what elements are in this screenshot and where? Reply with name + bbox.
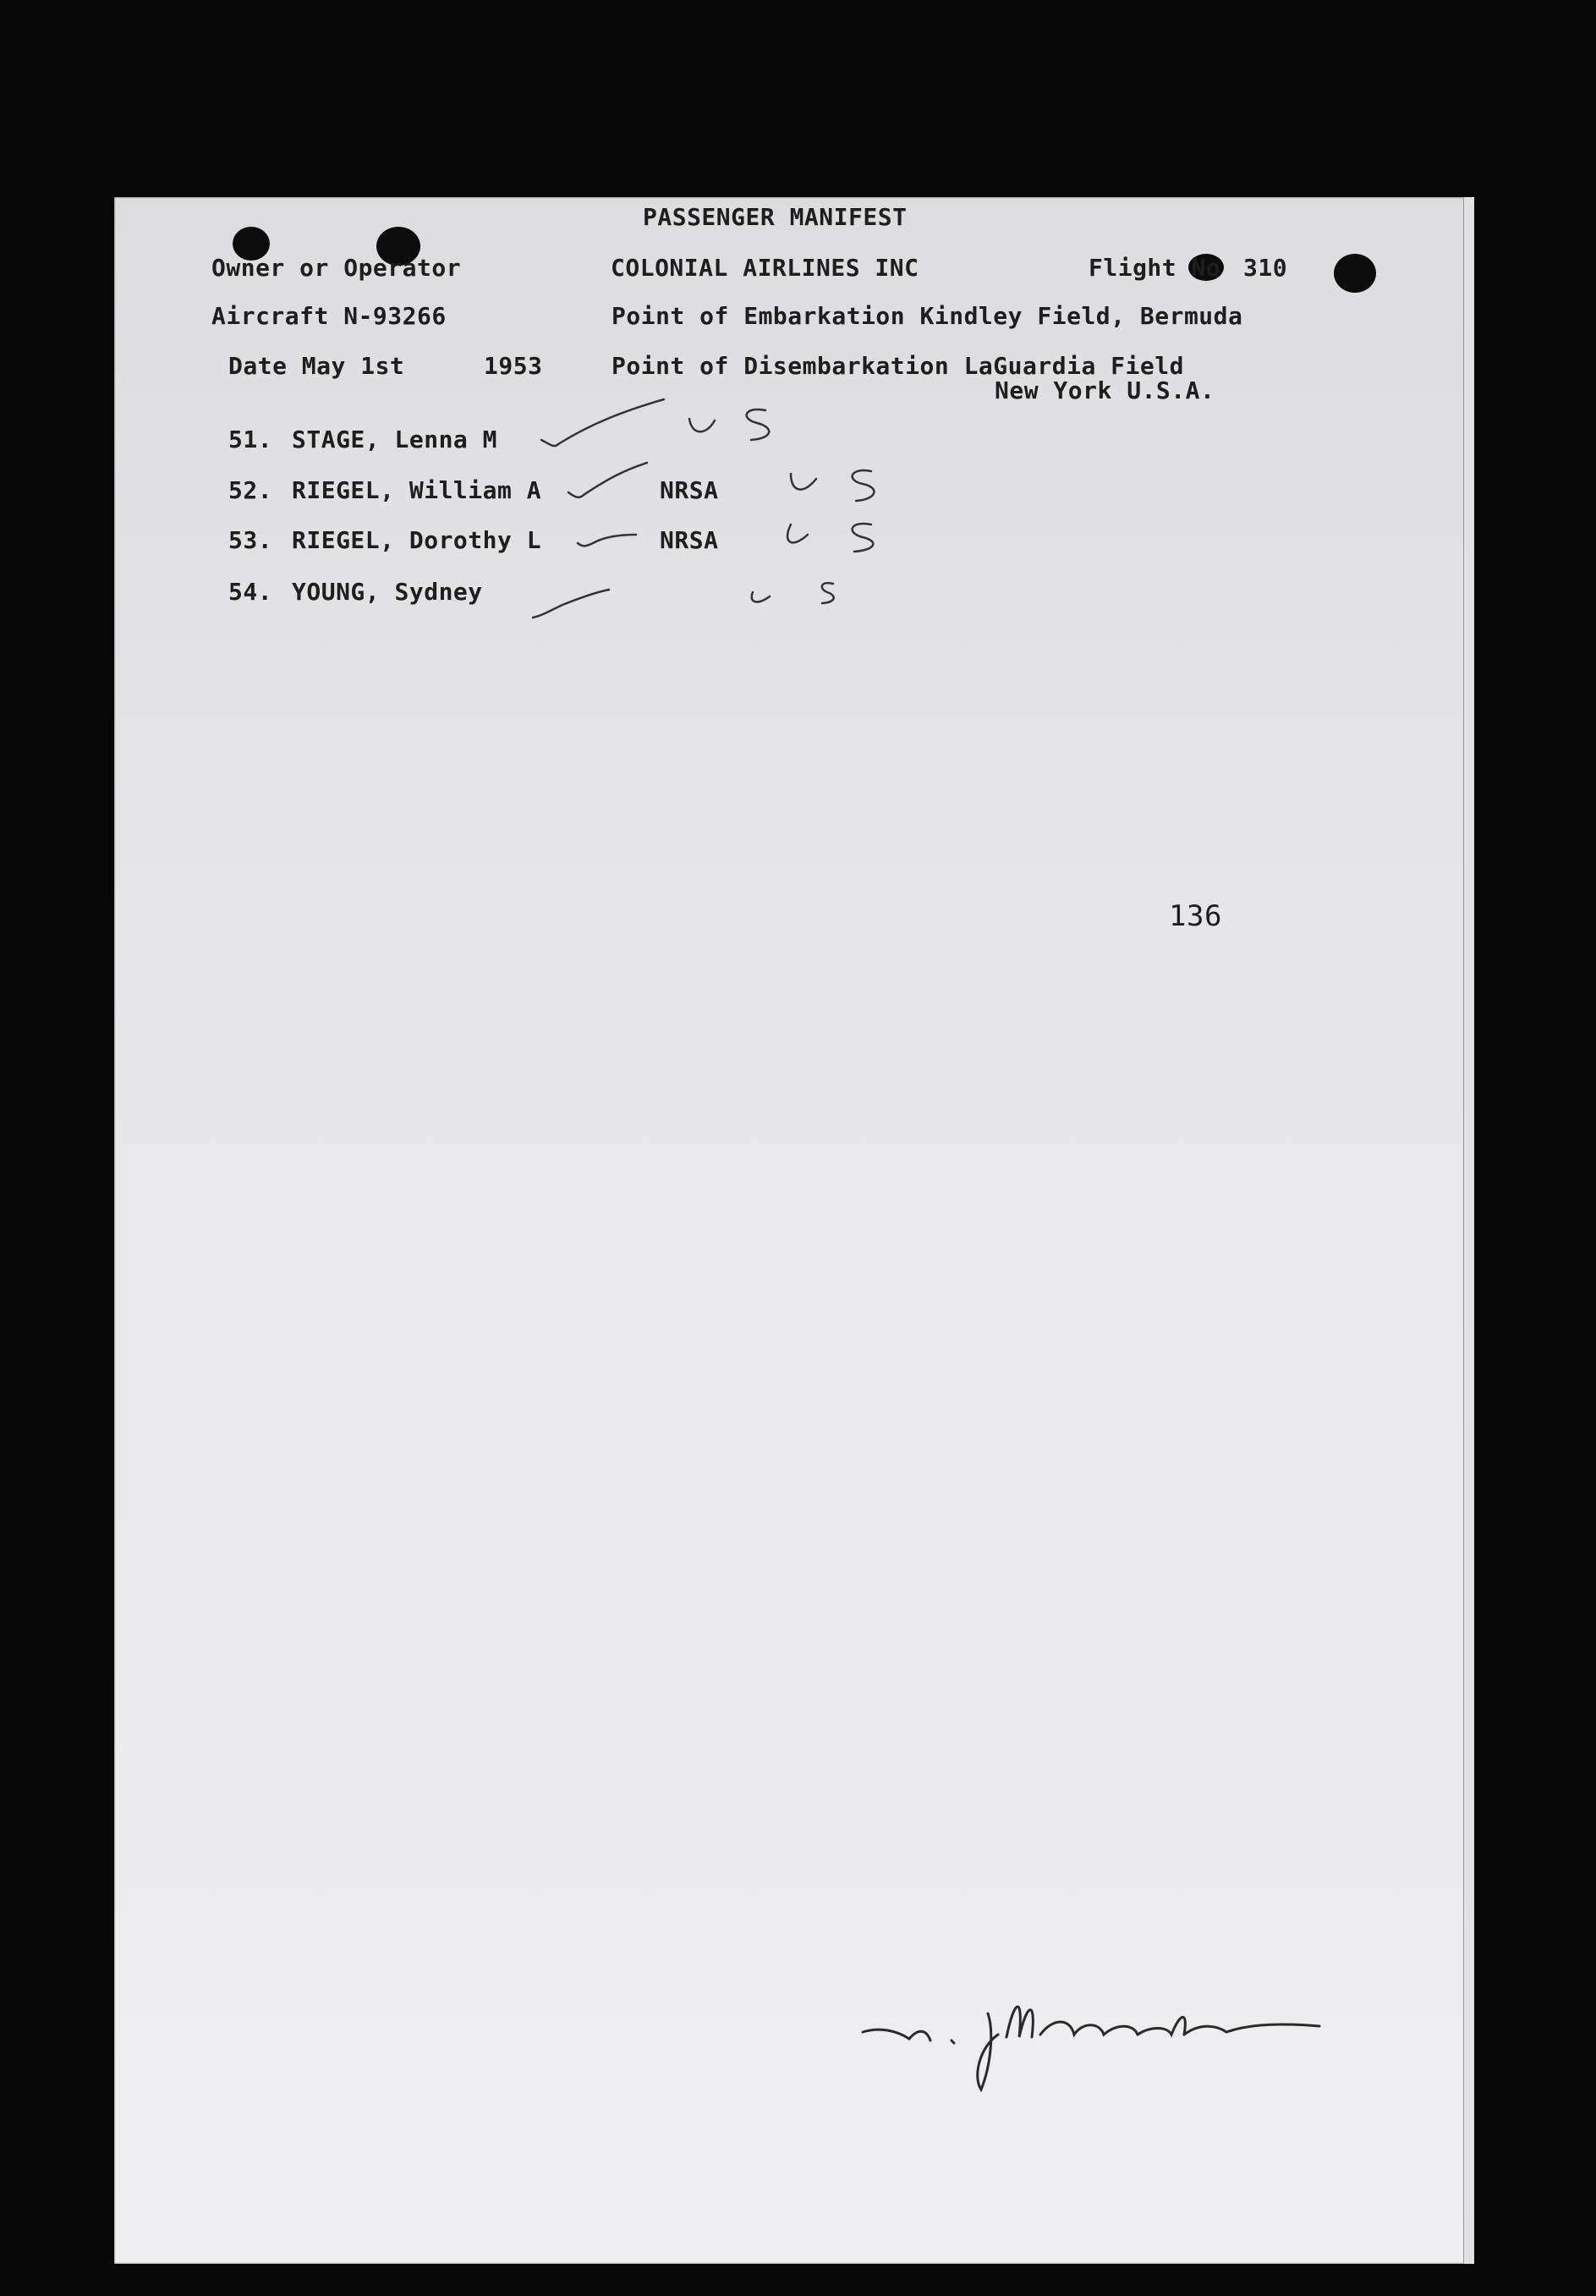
page-edge: [1463, 197, 1474, 2264]
date-label: Date May 1st: [228, 352, 405, 380]
page-title: PASSENGER MANIFEST: [643, 203, 908, 231]
embarkation-point: Point of Embarkation Kindley Field, Bermuda: [612, 302, 1243, 330]
passenger-number: 53.: [228, 526, 273, 554]
passenger-number: 54.: [228, 578, 273, 606]
passenger-number: 52.: [228, 476, 273, 504]
passenger-status: NRSA: [660, 526, 719, 554]
flight-number: 310: [1243, 254, 1288, 282]
passenger-name: YOUNG, Sydney: [292, 578, 483, 606]
passenger-name: STAGE, Lenna M: [292, 426, 498, 453]
disembarkation-country: New York U.S.A.: [995, 376, 1215, 404]
passenger-status: NRSA: [660, 476, 719, 504]
owner-label: Owner or Operator: [211, 254, 462, 282]
disembarkation-point: Point of Disembarkation LaGuardia Field: [612, 352, 1184, 380]
date-year: 1953: [484, 352, 543, 380]
page-number: 136: [1169, 899, 1222, 933]
manifest-page: [114, 197, 1470, 2264]
flight-label: Flight No: [1089, 254, 1221, 282]
passenger-name: RIEGEL, Dorothy L: [292, 526, 542, 554]
aircraft-id: Aircraft N-93266: [211, 302, 447, 330]
ink-blot: [1334, 254, 1376, 293]
passenger-number: 51.: [228, 426, 273, 453]
passenger-name: RIEGEL, William A: [292, 476, 542, 504]
operator-name: COLONIAL AIRLINES INC: [611, 254, 919, 282]
